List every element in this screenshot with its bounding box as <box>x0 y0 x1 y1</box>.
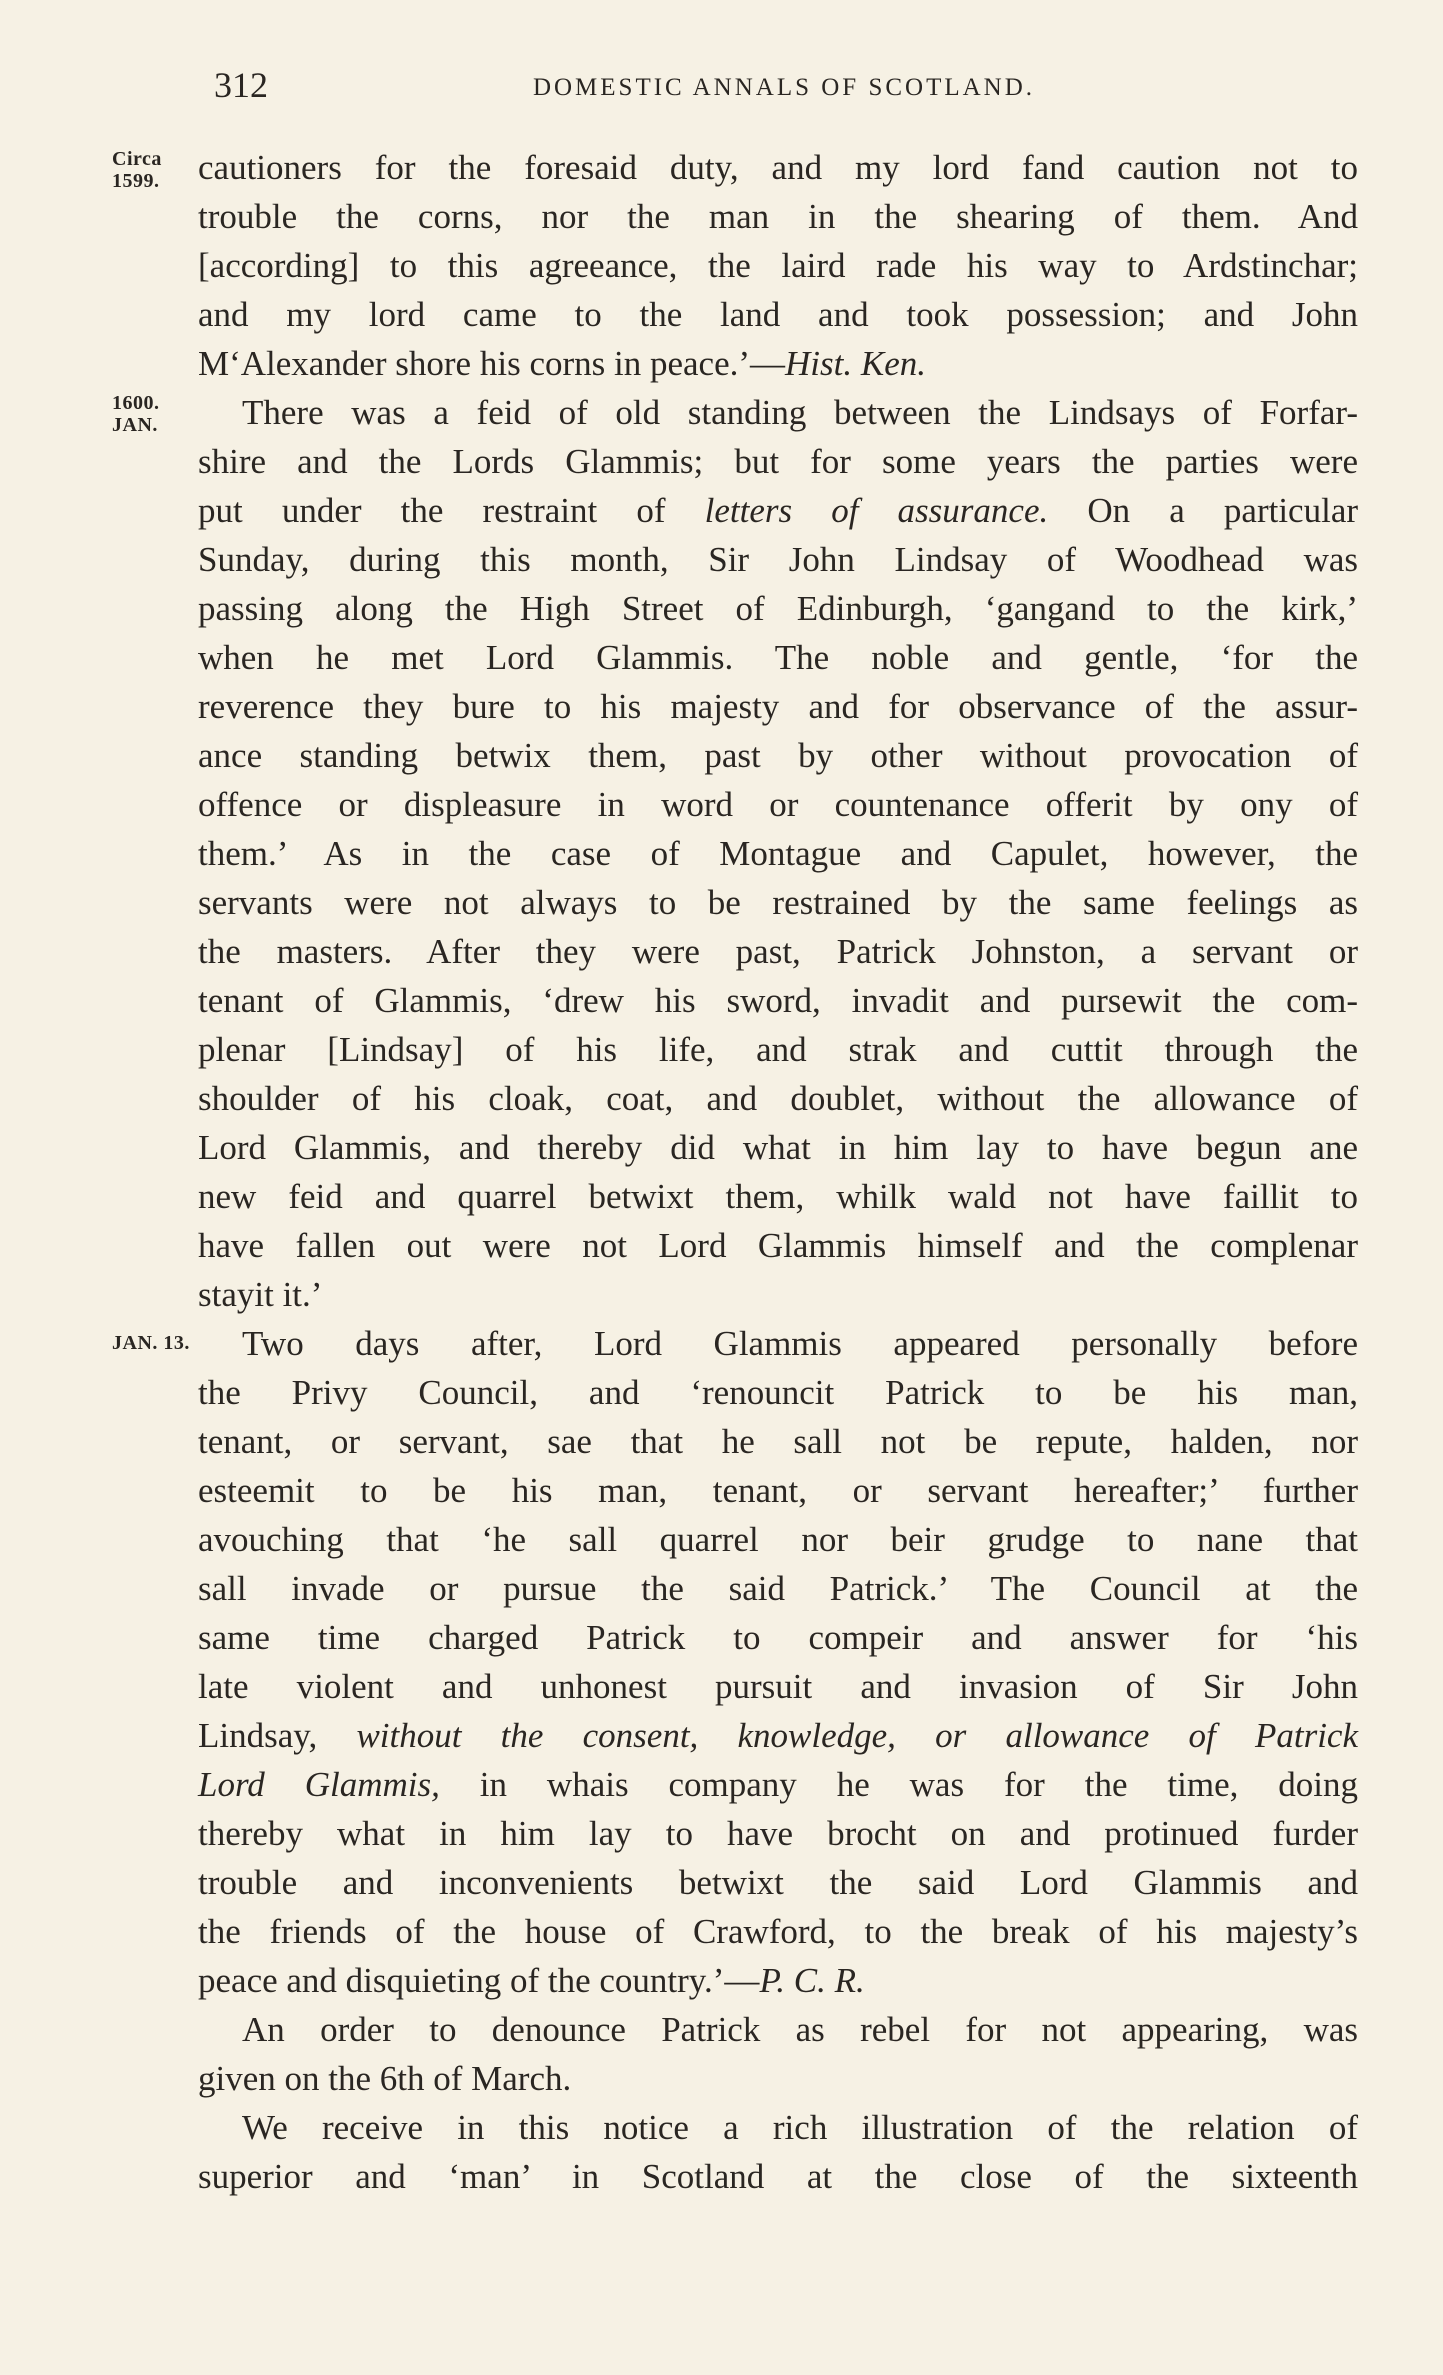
text-line: and my lord came to the land and took possession; and John <box>198 295 1358 334</box>
text-line: shoulder of his cloak, coat, and doublet, without the allowance of <box>198 1079 1358 1118</box>
margin-date-jan-13 <box>112 1332 192 1354</box>
emphasis-italic: letters of assurance. <box>704 491 1049 530</box>
text-line: trouble and inconvenients betwixt the said Lord Glammis and <box>198 1863 1358 1902</box>
text-line <box>198 489 1358 533</box>
margin-date-line: 1599. <box>112 170 160 192</box>
text-line: avouching that ‘he sall quarrel nor beir grudge to nane that <box>198 1520 1358 1559</box>
text-line: same time charged Patrick to compeir and answer for ‘his <box>198 1618 1358 1657</box>
page-header <box>214 64 1354 112</box>
text-line: reverence they bure to his majesty and for observance of the assur- <box>198 687 1358 726</box>
page-number: 312 <box>214 65 268 105</box>
text-line: offence or displeasure in word or countenance offerit by ony of <box>198 785 1358 824</box>
text-line: new feid and quarrel betwixt them, whilk wald not have faillit to <box>198 1177 1358 1216</box>
text-run: peace and disquieting of the country.’— <box>198 1961 760 2000</box>
text-run: in whais company he was for the time, doing <box>439 1765 1359 1804</box>
text-line: thereby what in him lay to have brocht on and protinued furder <box>198 1814 1358 1853</box>
margin-date-line: JAN. <box>112 414 158 436</box>
text-line: given on the 6th of March. <box>198 2059 572 2098</box>
text-line: An order to denounce Patrick as rebel for not appearing, was <box>242 2010 1358 2049</box>
margin-date-1600-jan <box>112 392 192 436</box>
margin-date-line: Circa <box>112 148 162 170</box>
text-line: esteemit to be his man, tenant, or servant hereafter;’ further <box>198 1471 1358 1510</box>
text-line: cautioners for the foresaid duty, and my lord fand caution not to <box>198 148 1358 187</box>
running-title: DOMESTIC ANNALS OF SCOTLAND. <box>532 74 1036 101</box>
text-line <box>198 1959 1358 2003</box>
text-line: tenant of Glammis, ‘drew his sword, invadit and pursewit the com- <box>198 981 1358 1020</box>
text-line: servants were not always to be restrained by the same feelings as <box>198 883 1358 922</box>
text-line: sall invade or pursue the said Patrick.’ The Council at the <box>198 1569 1358 1608</box>
text-line: the Privy Council, and ‘renouncit Patrick to be his man, <box>198 1373 1358 1412</box>
text-line: the masters. After they were past, Patrick Johnston, a servant or <box>198 932 1358 971</box>
text-run: Lindsay, <box>198 1716 357 1755</box>
text-line: shire and the Lords Glammis; but for some years the parties were <box>198 442 1358 481</box>
margin-date-line: 1600. <box>112 392 160 414</box>
text-line: Sunday, during this month, Sir John Lindsay of Woodhead was <box>198 540 1358 579</box>
text-line: them.’ As in the case of Montague and Capulet, however, the <box>198 834 1358 873</box>
text-line: trouble the corns, nor the man in the shearing of them. And <box>198 197 1358 236</box>
margin-date-circa-1599 <box>112 148 192 192</box>
text-line: have fallen out were not Lord Glammis himself and the complenar <box>198 1226 1358 1265</box>
text-run: M‘Alexander shore his corns in peace.’— <box>198 344 786 383</box>
text-line: ance standing betwix them, past by other without provocation of <box>198 736 1358 775</box>
text-line: the friends of the house of Crawford, to the break of his majesty’s <box>198 1912 1358 1951</box>
citation-italic: Hist. Ken. <box>785 344 927 383</box>
citation-italic: P. C. R. <box>759 1961 865 2000</box>
text-line: [according] to this agreeance, the laird rade his way to Ardstinchar; <box>198 246 1358 285</box>
text-line <box>198 342 1358 386</box>
text-line: when he met Lord Glammis. The noble and gentle, ‘for the <box>198 638 1358 677</box>
text-run: put under the restraint of <box>198 491 705 530</box>
text-line <box>198 1763 1358 1807</box>
text-line: Lord Glammis, and thereby did what in him lay to have begun ane <box>198 1128 1358 1167</box>
text-line: late violent and unhonest pursuit and invasion of Sir John <box>198 1667 1358 1706</box>
text-run: On a particular <box>1048 491 1359 530</box>
text-line: plenar [Lindsay] of his life, and strak and cuttit through the <box>198 1030 1358 1069</box>
text-line: Two days after, Lord Glammis appeared personally before <box>242 1324 1358 1363</box>
text-line: There was a feid of old standing between the Lindsays of Forfar- <box>242 393 1358 432</box>
margin-date-line: JAN. 13. <box>112 1332 190 1354</box>
emphasis-italic: Lord Glammis, <box>198 1765 440 1804</box>
emphasis-italic: without the consent, knowledge, or allowance of Patrick <box>356 1716 1358 1755</box>
text-line: We receive in this notice a rich illustration of the relation of <box>242 2108 1358 2147</box>
text-line: tenant, or servant, sae that he sall not be repute, halden, nor <box>198 1422 1358 1461</box>
text-line: superior and ‘man’ in Scotland at the close of the sixteenth <box>198 2157 1358 2196</box>
text-line <box>198 1714 1358 1758</box>
text-line: stayit it.’ <box>198 1275 323 1314</box>
text-line: passing along the High Street of Edinburgh, ‘gangand to the kirk,’ <box>198 589 1358 628</box>
